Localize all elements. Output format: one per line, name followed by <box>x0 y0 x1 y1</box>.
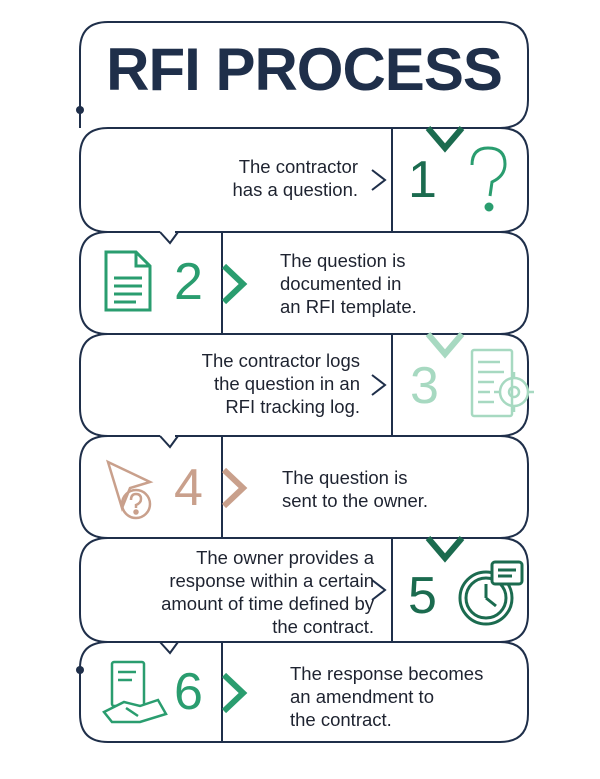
step-5-text <box>92 546 374 638</box>
step-1-number: 1 <box>408 151 437 209</box>
step-1-line-2: has a question. <box>232 179 358 200</box>
step-3-pointer <box>372 375 385 395</box>
step-5-line-4: the contract. <box>272 616 374 637</box>
step-2-line-1: The question is <box>280 250 406 271</box>
step-6-line-1: The response becomes <box>290 663 484 684</box>
step-3-number: 3 <box>410 357 439 415</box>
step-5-number: 5 <box>408 567 437 625</box>
step-5-line-2: response within a certain <box>169 570 374 591</box>
step-6-line-2: an amendment to <box>290 686 434 707</box>
step-4-line-1: The question is <box>282 467 408 488</box>
step-3-line-3: RFI tracking log. <box>225 396 360 417</box>
step-6-chevron-icon <box>224 675 243 711</box>
end-dot <box>76 666 84 674</box>
step-4-line-2: sent to the owner. <box>282 490 429 511</box>
step-1-pointer <box>372 170 385 190</box>
step-3-line-1: The contractor logs <box>201 350 360 371</box>
handshake-contract-icon <box>104 662 166 722</box>
step-6-text <box>290 662 520 731</box>
step-4-text <box>282 466 512 512</box>
step-2-line-3: an RFI template. <box>280 296 417 317</box>
step-5-line-3: amount of time defined by <box>161 593 374 614</box>
step-3-line-2: the question in an <box>213 373 360 394</box>
step-3-chevron-icon <box>428 334 462 354</box>
step-1-line-1: The contractor <box>238 156 358 177</box>
step-2-line-2: documented in <box>280 273 402 294</box>
step-4-number: 4 <box>174 459 203 517</box>
step-6-number: 6 <box>174 663 203 721</box>
step-5-line-1: The owner provides a <box>196 547 374 568</box>
tracking-log-icon <box>472 350 534 416</box>
step-2-text <box>280 249 510 318</box>
step-3-text <box>140 349 360 418</box>
step-1-text <box>150 155 358 201</box>
step-5-chevron-icon <box>428 538 462 558</box>
step-5-notch <box>160 642 178 653</box>
step-3-notch <box>160 436 178 447</box>
question-mark-icon <box>472 148 505 210</box>
clock-message-icon <box>460 562 522 624</box>
step-1-chevron-icon <box>428 128 462 148</box>
step-4-chevron-icon <box>224 470 243 506</box>
document-icon <box>106 252 150 310</box>
page-title: RFI PROCESS <box>106 36 502 103</box>
step-1-notch <box>160 232 178 243</box>
step-6-line-3: the contract. <box>290 709 392 730</box>
step-2-chevron-icon <box>224 266 243 302</box>
send-cursor-icon <box>108 462 150 518</box>
step-2-number: 2 <box>174 253 203 311</box>
